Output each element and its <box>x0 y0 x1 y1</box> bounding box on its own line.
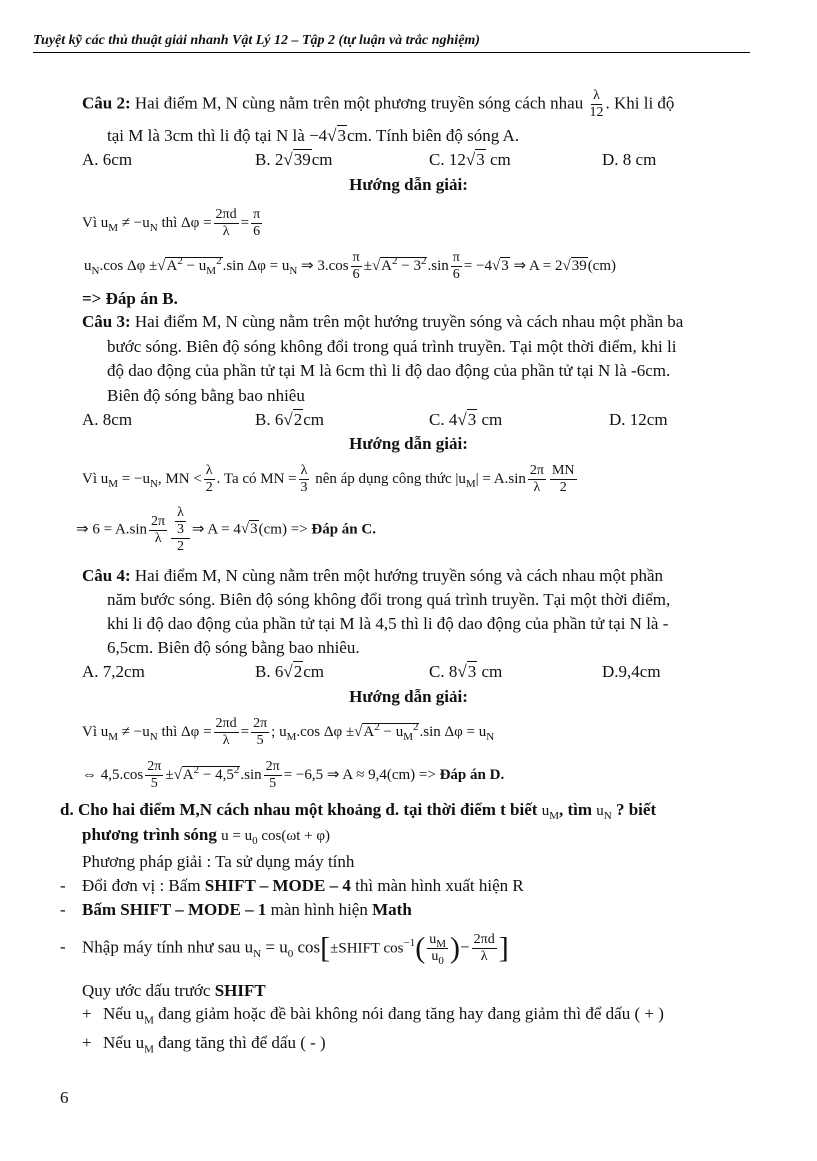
q4-line1: Câu 4: Hai điểm M, N cùng nằm trên một hướng truyền sóng và cách nhau một phần <box>82 566 663 585</box>
bullet-1: - Đổi đơn vị : Bấm SHIFT – MODE – 4 thì màn hình xuất hiện R <box>60 876 524 895</box>
fraction: $\frac{\lambda}{12}$ <box>589 88 604 120</box>
q2-label: Câu 2: <box>82 93 131 113</box>
q2-solution-1: Vì $u_M \ne -u_N$ thì Δφ = $\frac{2\pi d}{\lambda}$ = $\frac{\pi}{6}$ <box>82 207 261 239</box>
q2-solution-2: $u_N.\cos$ $\Delta\varphi \pm√A^2 - u_M^2.\sin$ $\Delta\varphi = u_N$ ⇒ 3.cos $\frac{\pi}{6}$ $\pm√A^2 - 3^2.\sin$ $\frac{\pi}{6}$ = −4√3 ⇒ A = 2√39(cm) <box>84 250 617 282</box>
q2-guide-heading: Hướng dẫn giải: <box>349 175 468 194</box>
q4-solution-1: Vì $u_M \ne -u_N$ thì Δφ = $\frac{2\pi d}{\lambda}$ = $\frac{2\pi}{5}$ ; $u_M.\cos$ $\Delta\varphi \pm√A^2 - u_M^2.\sin$ $\Delta\varphi = u_N$ <box>82 716 495 748</box>
q4-line3: khi li độ dao động của phần tử tại M là 4,5 thì li độ dao động của phần tử tại N là - <box>107 614 669 633</box>
option-b: B. 2√39cm <box>255 150 333 169</box>
q3-line4: Biên độ sóng bằng bao nhiêu <box>107 386 305 405</box>
q4-line2: năm bước sóng. Biên độ sóng không đổi trong quá trình truyền. Tại một thời điểm, <box>107 590 671 609</box>
q2-text: Hai điểm M, N cùng nằm trên một phương truyền sóng cách nhau <box>134 93 584 113</box>
option-c: C. 12√3 cm <box>429 150 511 169</box>
option-d: D.9,4cm <box>602 662 661 681</box>
header-rule <box>33 52 750 53</box>
q3-guide-heading: Hướng dẫn giải: <box>349 434 468 453</box>
section-d-line2: phương trình sóng $u = u_0$ cos(ωt + φ) <box>82 825 331 847</box>
option-a: A. 7,2cm <box>82 662 145 681</box>
option-b: B. 6√2cm <box>255 662 324 681</box>
q3-line1: Câu 3: Hai điểm M, N cùng nằm trên một hướng truyền sóng và cách nhau một phần ba <box>82 312 684 331</box>
convention-1: + Nếu $u_M$ đang giảm hoặc đề bài không nói đang tăng hay đang giảm thì để dấu ( + ) <box>82 1004 664 1027</box>
method-text: Phương pháp giải : Ta sử dụng máy tính <box>82 852 355 871</box>
q4-solution-2: ⇔ 4,5.cos $\frac{2\pi}{5}$ $\pm√A^2 - 4,5^2.\sin$ $\frac{2\pi}{5}$ = −6,5 ⇒ A ≈ 9,4(cm) => Đáp án D. <box>82 759 505 791</box>
q2-line1: Câu 2: Hai điểm M, N cùng nằm trên một phương truyền sóng cách nhau $\frac{\lambda}{12}$ . Khi li độ <box>82 88 675 120</box>
option-c: C. 4√3 cm <box>429 410 503 429</box>
option-d: D. 8 cm <box>602 150 657 169</box>
option-c: C. 8√3 cm <box>429 662 503 681</box>
q4-guide-heading: Hướng dẫn giải: <box>349 687 468 706</box>
q3-line2: bước sóng. Biên độ sóng không đổi trong quá trình truyền. Tại một thời điểm, khi li <box>107 337 677 356</box>
bullet-3: - Nhập máy tính như sau $u_N = u_0$ cos[±SHIFT $\cos^{-1}$( $\frac{u_M}{u_0}$ )− $\frac{2\pi d}{\lambda}$ ] <box>60 931 509 967</box>
running-header: Tuyệt kỹ các thủ thuật giải nhanh Vật Lý 12 – Tập 2 (tự luận và trắc nghiệm) <box>33 33 480 48</box>
q2-line2: tại M là 3cm thì li độ tại N là −4√3cm. Tính biên độ sóng A. <box>107 126 520 145</box>
convention-heading: Quy ước dấu trước SHIFT <box>82 981 266 1000</box>
convention-2: + Nếu $u_M$ đang tăng thì để dấu ( - ) <box>82 1033 326 1056</box>
q4-line4: 6,5cm. Biên độ sóng bằng bao nhiêu. <box>107 638 360 657</box>
bullet-2: - Bấm SHIFT – MODE – 1 màn hình hiện Math <box>60 900 412 919</box>
section-d-title: d. Cho hai điểm M,N cách nhau một khoảng d. tại thời điểm t biết $u_M$, tìm $u_N$ ? biết <box>60 800 657 822</box>
q2-answer: => Đáp án B. <box>82 289 178 308</box>
q3-line3: độ dao động của phần tử tại M là 6cm thì li độ dao động của phần tử tại N là -6cm. <box>107 361 671 380</box>
page-number: 6 <box>60 1088 69 1107</box>
option-d: D. 12cm <box>609 410 668 429</box>
option-a: A. 8cm <box>82 410 133 429</box>
q3-solution-1: Vì $u_M = -u_N$, MN < $\frac{\lambda}{2}$ . Ta có MN = $\frac{\lambda}{3}$ nên áp dụng công thức $|u_M| = A.\sin$ $\frac{2\pi}{\lambda}$ $\frac{MN}{2}$ <box>82 463 575 495</box>
option-b: B. 6√2cm <box>255 410 324 429</box>
q3-solution-2: ⇒ 6 = A.sin $\frac{2\pi}{\lambda}$ $\frac{\frac{\lambda}{3}}{2}$ ⇒ A = 4√3(cm) => Đáp án C. <box>76 505 376 554</box>
option-a: A. 6cm <box>82 150 133 169</box>
